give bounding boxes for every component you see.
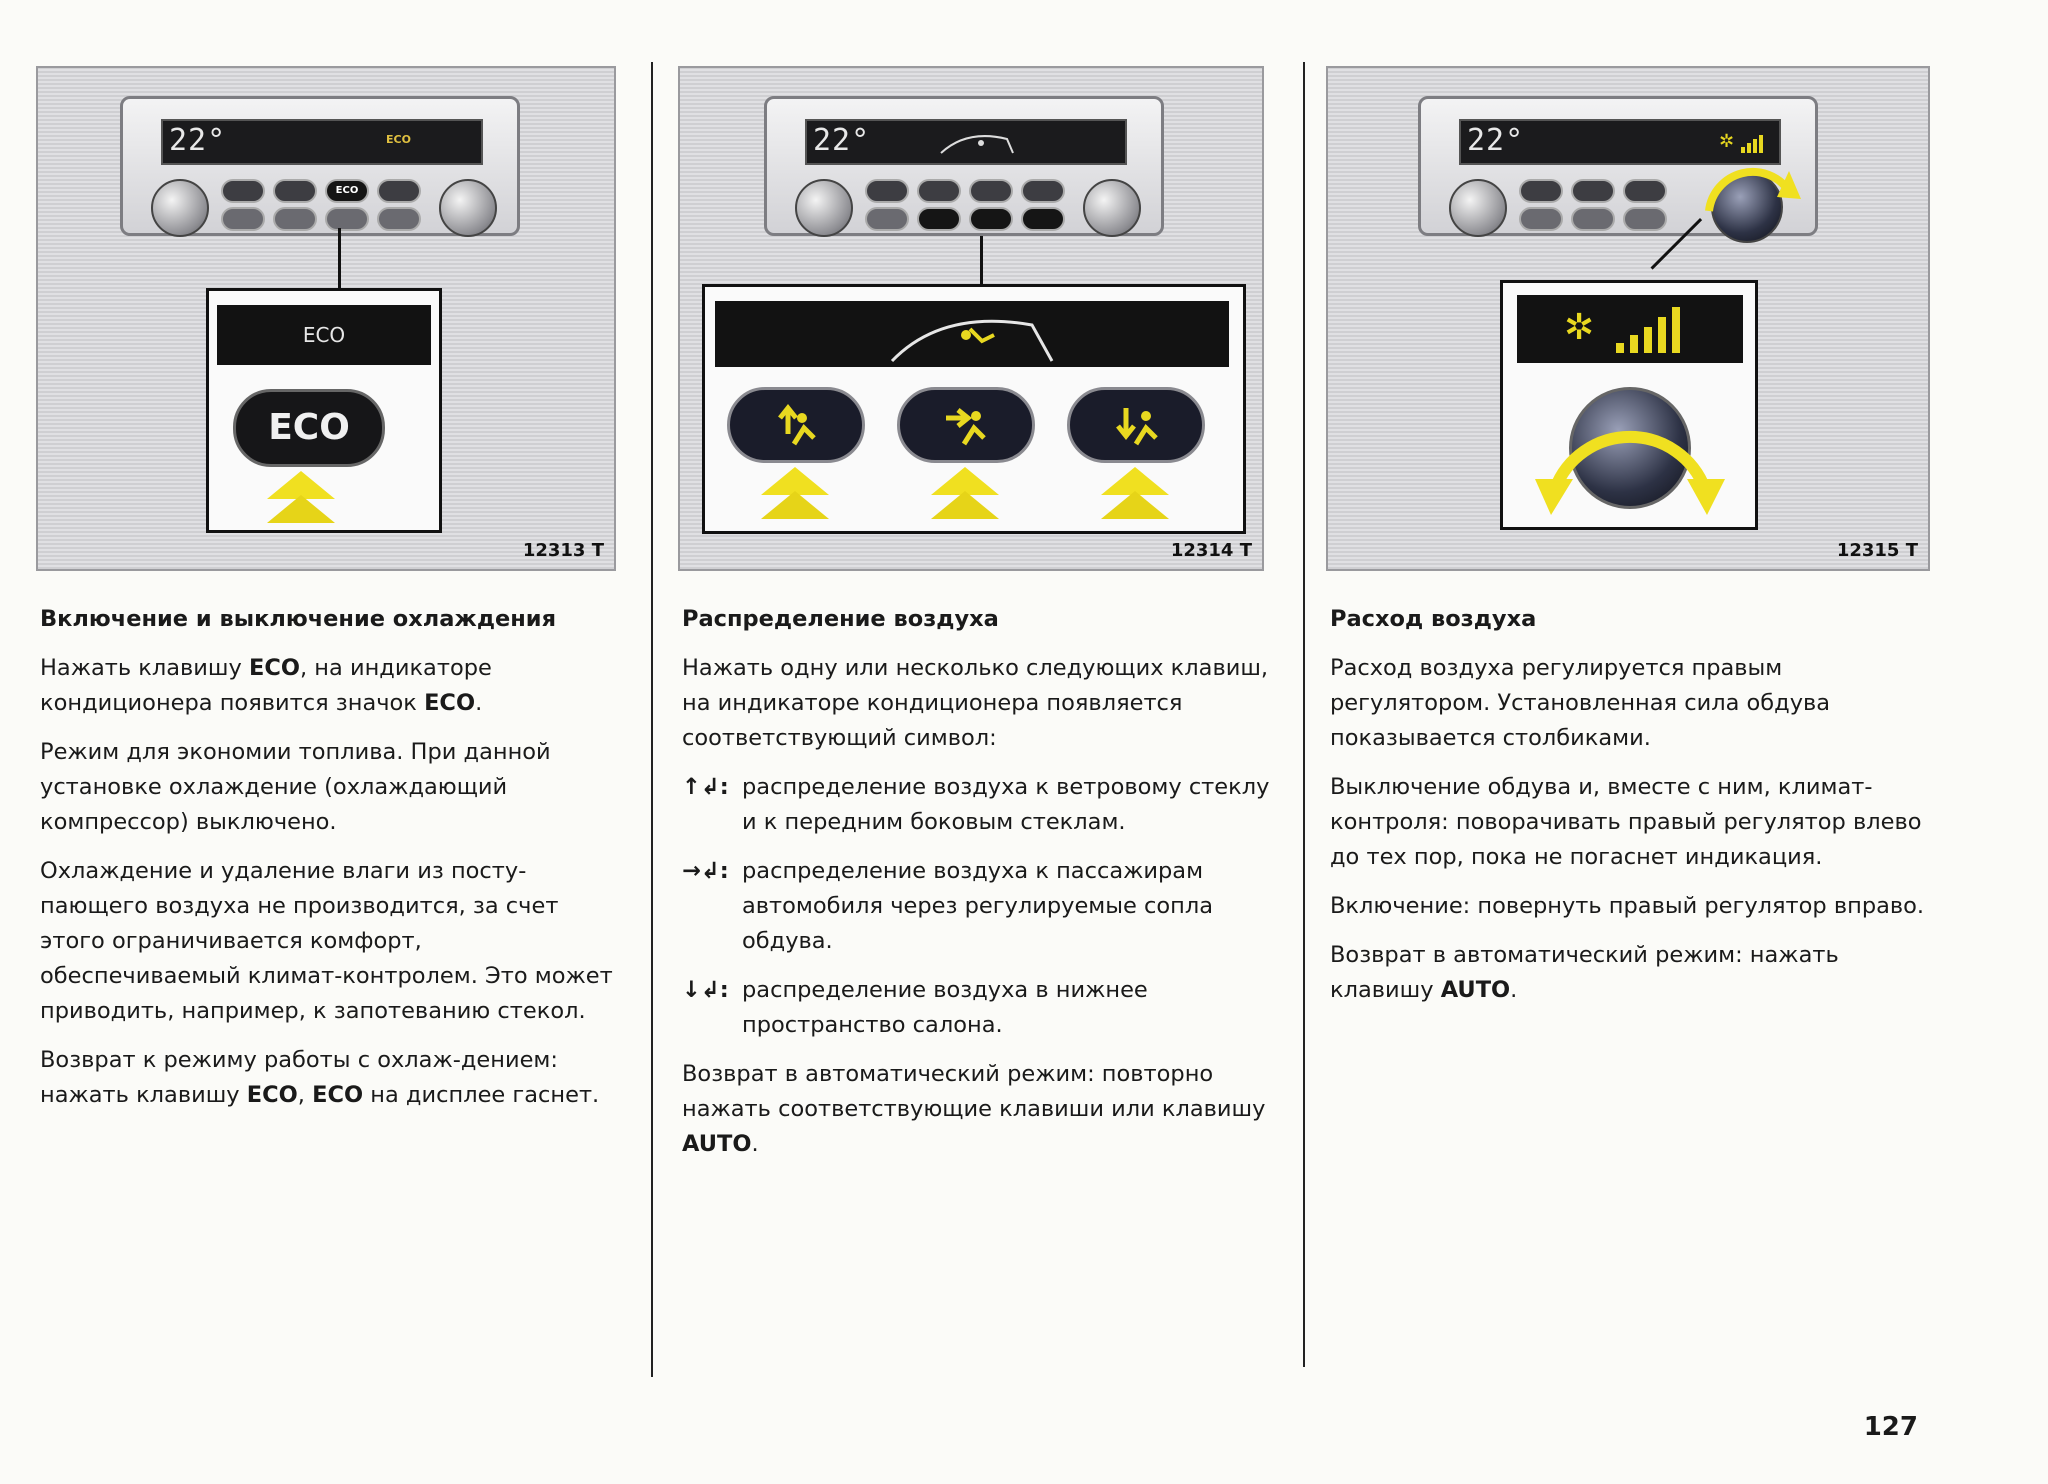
figure-eco: [36, 66, 616, 571]
figure-code: 12313 T: [522, 540, 604, 561]
face-airflow-icon: [944, 404, 992, 448]
unit-button[interactable]: [377, 179, 421, 203]
press-arrow-icon: [1101, 491, 1169, 519]
bullet-item: ↑↲: распределение воздуха к ветровому стеклу и к передним боковым стеклам.: [682, 770, 1282, 840]
unit-button[interactable]: [917, 179, 961, 203]
windshield-airflow-icon: ↑↲:: [682, 774, 729, 800]
unit-button[interactable]: [221, 207, 265, 231]
press-arrow-icon: [267, 495, 335, 523]
svg-text:✲: ✲: [1719, 131, 1735, 152]
rotate-arrows-icon: [1689, 151, 1809, 251]
left-knob[interactable]: [795, 179, 853, 237]
display-temperature: 22°: [1467, 123, 1525, 158]
press-arrow-icon: [761, 491, 829, 519]
svg-text:✲: ✲: [1564, 307, 1595, 348]
column-divider-1: [651, 62, 653, 1377]
unit-button[interactable]: [273, 179, 317, 203]
unit-button[interactable]: [865, 179, 909, 203]
right-knob[interactable]: [1083, 179, 1141, 237]
windshield-airflow-icon: [882, 305, 1062, 365]
left-knob[interactable]: [151, 179, 209, 237]
display-temperature: 22°: [813, 123, 871, 158]
unit-display: [805, 119, 1127, 165]
right-knob[interactable]: [439, 179, 497, 237]
unit-button[interactable]: [221, 179, 265, 203]
unit-button[interactable]: [1519, 207, 1563, 231]
unit-button[interactable]: [273, 207, 317, 231]
windshield-airflow-icon: [937, 127, 1017, 157]
windshield-airflow-icon: [774, 404, 822, 448]
paragraph: Выключение обдува и, вместе с ним, климат-контроля: поворачивать правый регулятор влево до тех пор, пока не погаснет индикация.: [1330, 774, 1922, 870]
climate-control-unit: [1418, 96, 1818, 236]
callout-pointer: [980, 236, 983, 286]
figure-air-distribution: [678, 66, 1264, 571]
text-column-air-flow: [1330, 602, 1930, 1022]
paragraph: Возврат в автоматический режим: повторно нажать соответствующие клавиши или клавишу AUTO.: [682, 1061, 1266, 1157]
figure-code: 12314 T: [1170, 540, 1252, 561]
windshield-air-button[interactable]: [727, 387, 865, 463]
unit-button[interactable]: [969, 179, 1013, 203]
rotate-arrows-icon: [1515, 369, 1745, 519]
paragraph: Режим для экономии топлива. При данной установке охлаждение (охлаждающий компрессор) выключено.: [40, 739, 551, 835]
display-temperature: 22°: [169, 123, 227, 158]
face-air-button[interactable]: [897, 387, 1035, 463]
air-button-small[interactable]: [917, 207, 961, 231]
callout-display: [1517, 295, 1743, 363]
bullet-item: →↲: распределение воздуха к пассажирам автомобиля через регулируемые сопла обдува.: [682, 854, 1282, 959]
column-divider-2: [1303, 62, 1305, 1367]
callout-pointer: [338, 228, 341, 290]
unit-display: [161, 119, 483, 165]
air-button-small[interactable]: [1021, 207, 1065, 231]
figure-air-flow: [1326, 66, 1930, 571]
face-airflow-icon: →↲:: [682, 858, 729, 884]
unit-button[interactable]: [1021, 179, 1065, 203]
callout-air-distribution: [702, 284, 1246, 534]
unit-button[interactable]: [1623, 179, 1667, 203]
display-eco-indicator: ECO: [386, 133, 411, 146]
unit-button[interactable]: [377, 207, 421, 231]
eco-button-small[interactable]: ECO: [325, 179, 369, 203]
paragraph: Нажать одну или несколько следующих клавиш, на индикаторе кондиционера появляется соответствующий символ:: [682, 655, 1269, 751]
foot-airflow-icon: ↓↲:: [682, 977, 729, 1003]
paragraph: Включение: повернуть правый регулятор вправо.: [1330, 893, 1925, 919]
press-arrow-icon: [931, 491, 999, 519]
foot-airflow-icon: [1114, 404, 1162, 448]
paragraph: Расход воздуха регулируется правым регулятором. Установленная сила обдува показывается столбиками.: [1330, 655, 1831, 751]
foot-air-button[interactable]: [1067, 387, 1205, 463]
left-knob[interactable]: [1449, 179, 1507, 237]
paragraph: Возврат к режиму работы с охлаж-дением: нажать клавишу ECO, ECO на дисплее гаснет.: [40, 1047, 600, 1108]
figure-code: 12315 T: [1836, 540, 1918, 561]
air-button-small[interactable]: [969, 207, 1013, 231]
section-heading: Распределение воздуха: [682, 606, 999, 632]
text-column-air-distribution: [682, 602, 1282, 1176]
climate-control-unit: [120, 96, 520, 236]
section-heading: Включение и выключение охлаждения: [40, 606, 557, 632]
unit-button[interactable]: [1623, 207, 1667, 231]
unit-button[interactable]: [1519, 179, 1563, 203]
climate-control-unit: [764, 96, 1164, 236]
paragraph: Возврат в автоматический режим: нажать клавишу AUTO.: [1330, 942, 1839, 1003]
unit-button[interactable]: [325, 207, 369, 231]
fan-level-icon: [1550, 299, 1710, 359]
section-heading: Расход воздуха: [1330, 606, 1537, 632]
unit-button[interactable]: [1571, 207, 1615, 231]
unit-button[interactable]: [1571, 179, 1615, 203]
paragraph: Охлаждение и удаление влаги из посту-пающего воздуха не производится, за счет этого ограничивается комфорт, обеспечиваемый климат-контролем. Это может приводить, например, к запотеванию стекол.: [40, 858, 613, 1024]
page-number: 127: [1863, 1412, 1918, 1442]
callout-display: ECO: [217, 305, 431, 365]
eco-button[interactable]: ECO: [233, 389, 385, 467]
paragraph: Нажать клавишу ECO, на индикаторе кондиционера появится значок ECO.: [40, 655, 492, 716]
callout-air-flow: [1500, 280, 1758, 530]
callout-eco: [206, 288, 442, 533]
callout-display: [715, 301, 1229, 367]
bullet-item: ↓↲: распределение воздуха в нижнее пространство салона.: [682, 973, 1282, 1043]
text-column-eco: [40, 602, 620, 1127]
unit-button[interactable]: [865, 207, 909, 231]
